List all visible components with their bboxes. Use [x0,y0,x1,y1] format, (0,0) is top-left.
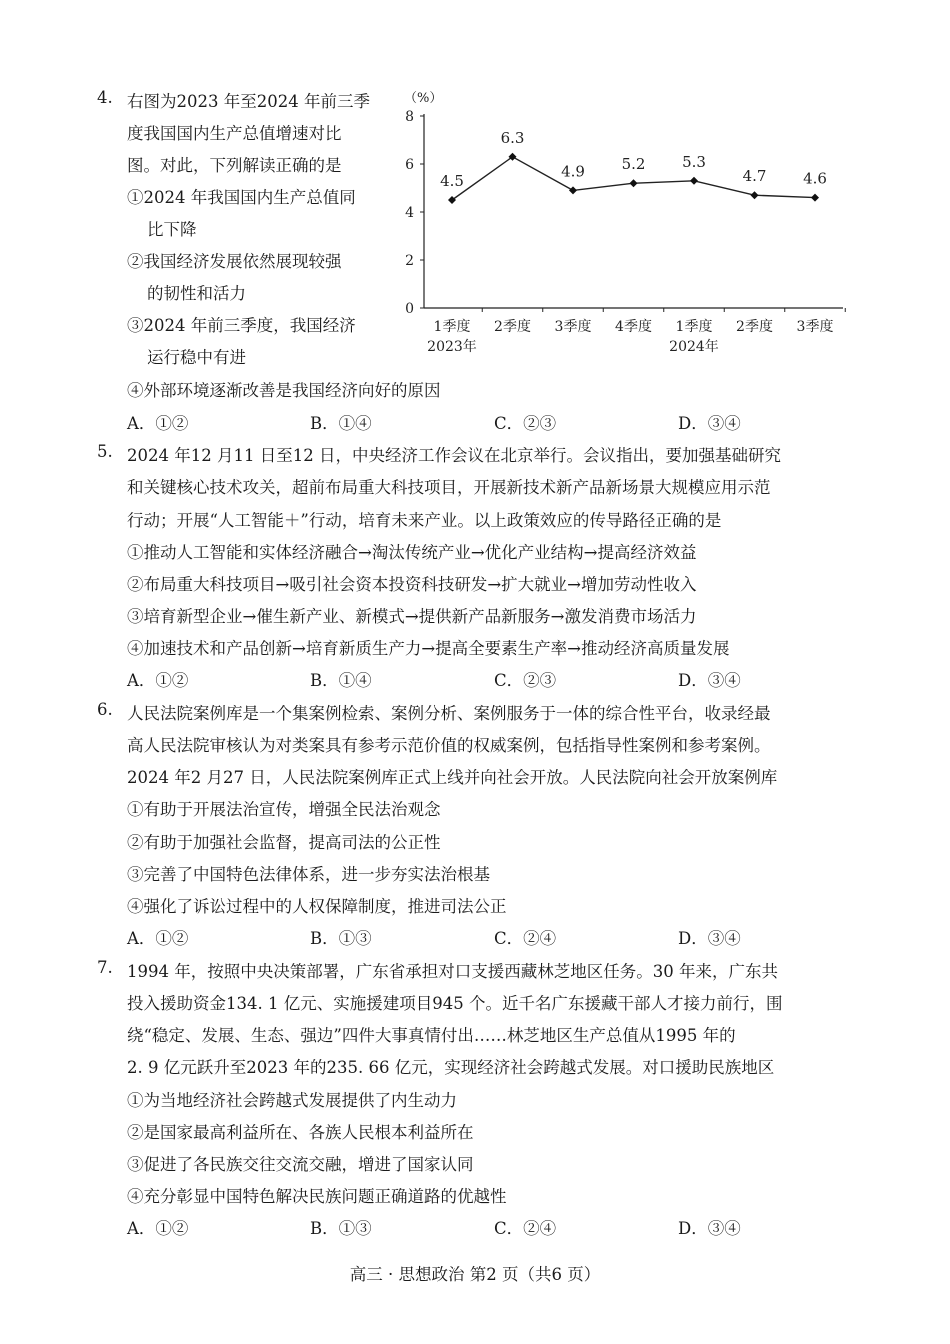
question-7-item-3: ③促进了各民族交往交流交融，增进了国家认同 [127,1155,474,1174]
data-label: 5.2 [621,155,646,174]
x-tick-label: 3季度 [554,319,592,335]
data-label: 4.6 [803,169,827,188]
question-6-stem-line: 高人民法院审核认为对类案具有参考示范价值的权威案例，包括指导性案例和参考案例。 [127,736,771,755]
question-5-item-3: ③培育新型企业→催生新产业、新模式→提供新产品新服务→激发消费市场活力 [127,607,697,626]
question-4-stem-line: 右图为2023 年至2024 年前三季 [127,92,370,111]
question-4-item-4: ④外部环境逐渐改善是我国经济向好的原因 [127,381,441,400]
question-5-item-2: ②布局重大科技项目→吸引社会资本投资科技研发→扩大就业→增加劳动性收入 [127,575,697,594]
question-5-item-1: ①推动人工智能和实体经济融合→淘汰传统产业→优化产业结构→提高经济效益 [127,543,697,562]
question-4-option-a[interactable]: A．①② [127,414,189,433]
question-5-option-c[interactable]: C．②③ [494,671,557,690]
question-6-option-d[interactable]: D．③④ [678,929,741,948]
question-4-stem-line: 图。对此，下列解读正确的是 [127,156,342,175]
data-label: 4.7 [742,167,767,186]
year-label-2023: 2023年 [427,339,477,355]
question-6-item-2: ②有助于加强社会监督，提高司法的公正性 [127,833,441,852]
data-point [569,186,577,194]
x-tick-label: 4季度 [615,319,652,335]
question-7-stem-line: 绕“稳定、发展、生态、强边”四件大事真情付出……林芝地区生产总值从1995 年的 [127,1026,736,1045]
y-tick-label: 2 [405,253,414,269]
question-5-stem-line: 行动；开展“人工智能＋”行动，培育未来产业。以上政策效应的传导路径正确的是 [127,511,722,530]
question-5-option-a[interactable]: A．①② [127,671,189,690]
data-label: 5.3 [682,152,706,171]
gdp-growth-chart [390,80,850,370]
question-7-item-2: ②是国家最高利益所在、各族人民根本利益所在 [127,1123,474,1142]
question-7-stem-line: 2. 9 亿元跃升至2023 年的235. 66 亿元，实现经济社会跨越式发展。对口援助民族地区 [127,1058,775,1077]
data-label: 6.3 [500,128,525,147]
y-tick-label: 4 [405,205,414,221]
question-7-option-b[interactable]: B．①③ [310,1219,372,1238]
question-6-item-4: ④强化了诉讼过程中的人权保障制度，推进司法公正 [127,897,507,916]
question-4-item-3: ③2024 年前三季度，我国经济 [127,316,356,335]
question-4-item-1-cont: 比下降 [147,220,197,239]
x-tick-label: 2季度 [494,319,531,335]
question-4-item-2-cont: 的韧性和活力 [147,284,246,303]
x-tick-label: 2季度 [736,319,773,335]
question-6-stem-line: 2024 年2 月27 日，人民法院案例库正式上线并向社会开放。人民法院向社会开放案例库 [127,768,778,787]
data-label: 4.9 [561,162,585,181]
question-4-item-2: ②我国经济发展依然展现较强 [127,252,342,271]
data-label: 4.5 [440,172,464,190]
question-6-number: 6. [97,700,113,719]
question-6-stem-line: 人民法院案例库是一个集案例检索、案例分析、案例服务于一体的综合性平台，收录经最 [127,704,771,723]
y-tick-label: 6 [405,157,414,173]
page-footer: 高三 · 思想政治 第2 页（共6 页） [349,1265,601,1284]
question-6-item-3: ③完善了中国特色法律体系，进一步夯实法治根基 [127,865,490,884]
question-4-item-3-cont: 运行稳中有进 [147,348,246,367]
question-6-option-c[interactable]: C．②④ [494,929,557,948]
question-7-stem-line: 投入援助资金134. 1 亿元、实施援建项目945 个。近千名广东援藏干部人才接力前行，围 [127,994,783,1013]
question-5-number: 5. [97,442,113,461]
question-6-option-a[interactable]: A．①② [127,929,189,948]
question-6-option-b[interactable]: B．①③ [310,929,372,948]
question-7-stem-line: 1994 年，按照中央决策部署，广东省承担对口支援西藏林芝地区任务。30 年来，广东共 [127,962,778,981]
year-label-2024: 2024年 [669,339,719,355]
question-4-option-d[interactable]: D．③④ [678,414,741,433]
question-5-stem-line: 和关键核心技术攻关，超前布局重大科技项目，开展新技术新产品新场景大规模应用示范 [127,478,771,497]
question-5-option-d[interactable]: D．③④ [678,671,741,690]
x-tick-label: 3季度 [796,319,834,335]
data-point [690,177,698,185]
y-tick-label: 8 [405,109,414,125]
data-point [811,194,819,202]
gdp-growth-chart-svg [390,80,850,370]
question-6-item-1: ①有助于开展法治宣传，增强全民法治观念 [127,800,441,819]
question-7-option-a[interactable]: A．①② [127,1219,189,1238]
question-4-stem-line: 度我国国内生产总值增速对比 [127,124,342,143]
question-4-option-b[interactable]: B．①④ [310,414,372,433]
x-tick-label: 1季度 [675,319,713,335]
question-4-option-c[interactable]: C．②③ [494,414,557,433]
y-tick-label: 0 [405,301,414,317]
question-5-stem-line: 2024 年12 月11 日至12 日，中央经济工作会议在北京举行。会议指出，要加强基础研究 [127,446,781,465]
data-point [751,191,759,199]
question-5-option-b[interactable]: B．①④ [310,671,372,690]
question-7-item-1: ①为当地经济社会跨越式发展提供了内生动力 [127,1091,457,1110]
data-point [630,179,638,187]
x-tick-label: 1季度 [433,319,471,335]
question-5-item-4: ④加速技术和产品创新→培育新质生产力→提高全要素生产率→推动经济高质量发展 [127,639,730,658]
y-axis-unit-label: （%） [404,91,443,106]
question-7-option-d[interactable]: D．③④ [678,1219,741,1238]
question-7-item-4: ④充分彰显中国特色解决民族问题正确道路的优越性 [127,1187,507,1206]
question-7-option-c[interactable]: C．②④ [494,1219,557,1238]
question-4-item-1: ①2024 年我国国内生产总值同 [127,188,356,207]
question-7-number: 7. [97,958,113,977]
question-4-number: 4. [97,88,113,107]
